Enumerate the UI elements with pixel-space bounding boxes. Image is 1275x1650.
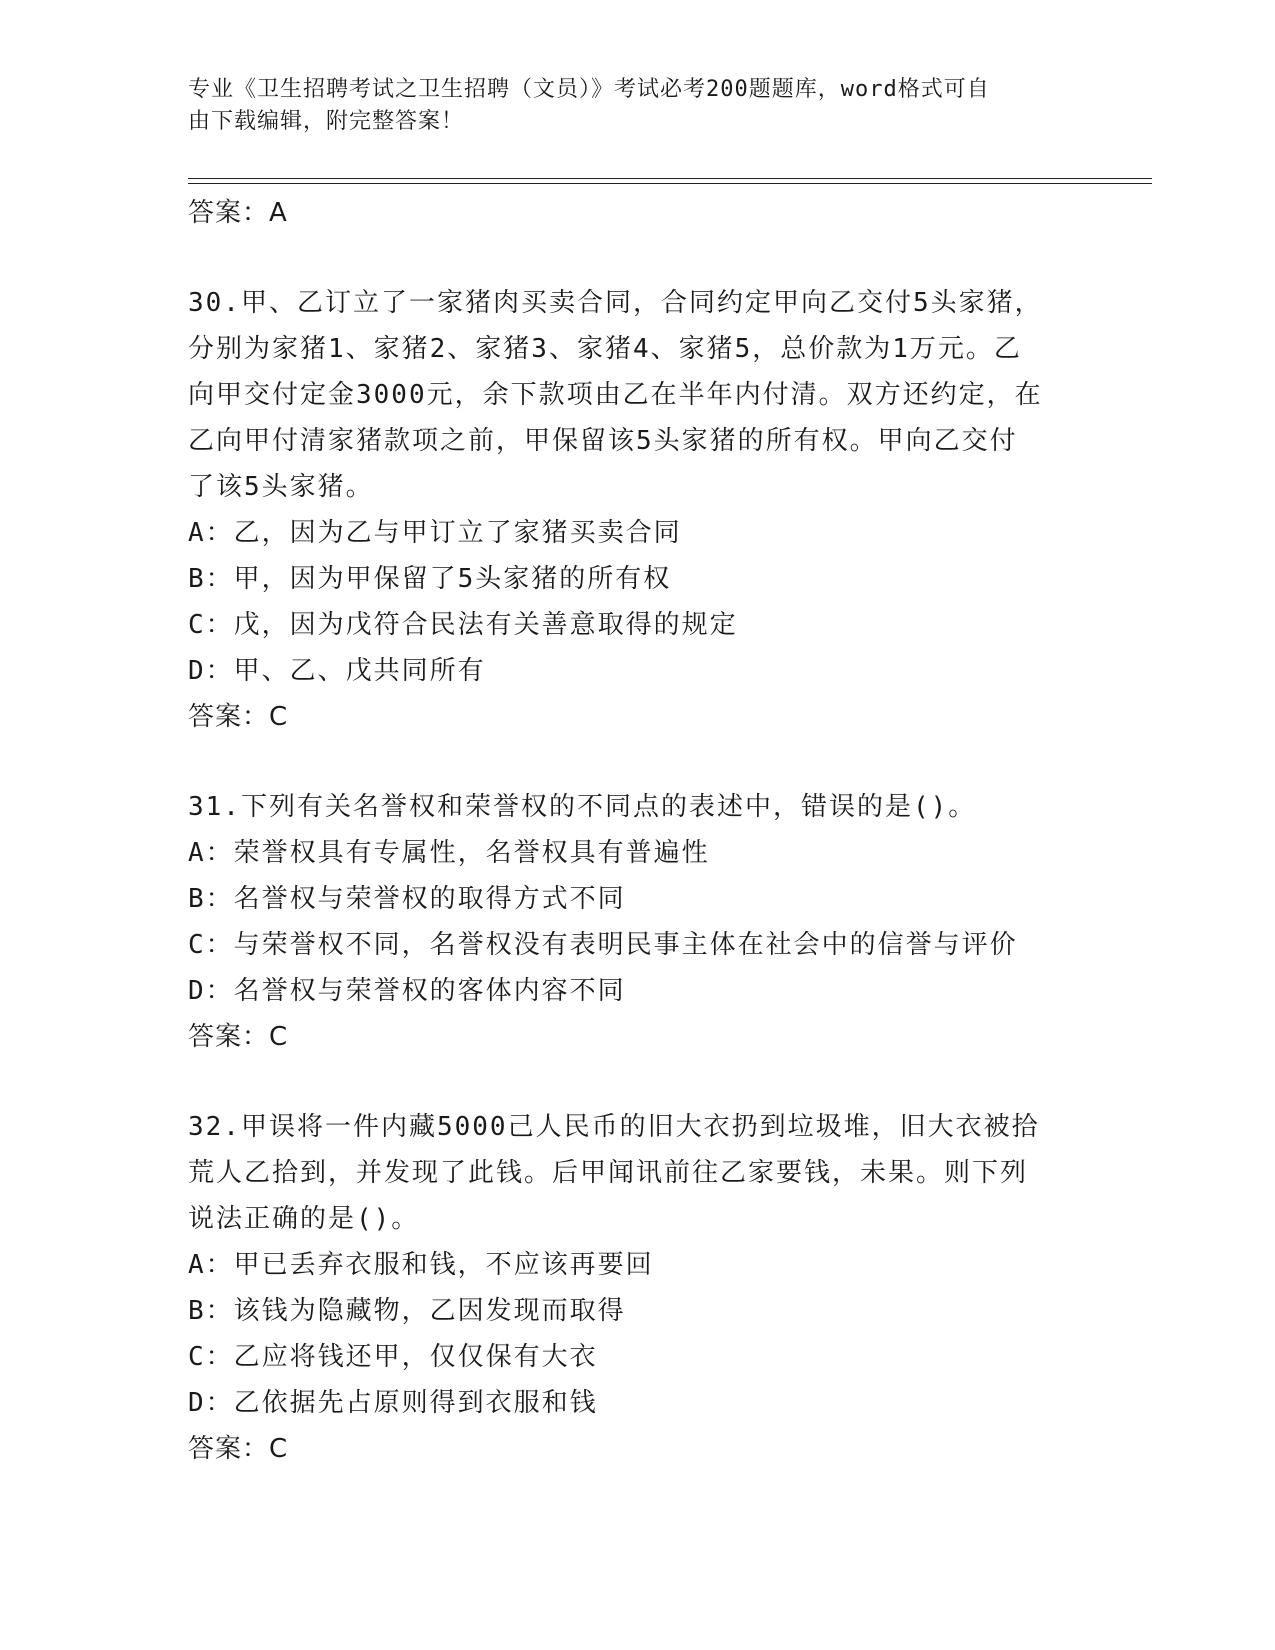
option-a: A：乙，因为乙与甲订立了家猪买卖合同 bbox=[188, 518, 682, 548]
question-text-line: 31.下列有关名誉权和荣誉权的不同点的表述中，错误的是()。 bbox=[188, 792, 977, 822]
option-d: D：名誉权与荣誉权的客体内容不同 bbox=[188, 976, 626, 1006]
option-d: D：甲、乙、戊共同所有 bbox=[188, 656, 486, 686]
question-text-line: 荒人乙拾到，并发现了此钱。后甲闻讯前往乙家要钱，未果。则下列 bbox=[188, 1158, 1029, 1188]
spacer bbox=[188, 236, 1088, 280]
option-c: C：与荣誉权不同，名誉权没有表明民事主体在社会中的信誉与评价 bbox=[188, 930, 1018, 960]
document-header bbox=[188, 74, 1068, 138]
question-text-line: 分别为家猪1、家猪2、家猪3、家猪4、家猪5，总价款为1万元。乙 bbox=[188, 334, 1022, 364]
spacer bbox=[188, 1060, 1088, 1104]
header-divider-bottom bbox=[188, 183, 1152, 184]
answer-30: 答案：C bbox=[188, 702, 289, 732]
question-30 bbox=[188, 280, 1088, 740]
answer-31: 答案：C bbox=[188, 1022, 289, 1052]
header-line-1: 专业《卫生招聘考试之卫生招聘（文员）》考试必考200题题库，word格式可自 bbox=[188, 77, 990, 102]
question-text-line: 向甲交付定金3000元，余下款项由乙在半年内付清。双方还约定，在 bbox=[188, 380, 1043, 410]
option-b: B：该钱为隐藏物，乙因发现而取得 bbox=[188, 1296, 626, 1326]
question-text-line: 说法正确的是()。 bbox=[188, 1204, 420, 1234]
option-c: C：乙应将钱还甲，仅仅保有大衣 bbox=[188, 1342, 598, 1372]
question-text-line: 32.甲误将一件内藏5000己人民币的旧大衣扔到垃圾堆，旧大衣被拾 bbox=[188, 1112, 1040, 1142]
answer-32: 答案：C bbox=[188, 1434, 289, 1464]
option-a: A：甲已丢弃衣服和钱，不应该再要回 bbox=[188, 1250, 654, 1280]
option-d: D：乙依据先占原则得到衣服和钱 bbox=[188, 1388, 598, 1418]
question-32 bbox=[188, 1104, 1088, 1472]
option-b: B：甲，因为甲保留了5头家猪的所有权 bbox=[188, 564, 672, 594]
option-b: B：名誉权与荣誉权的取得方式不同 bbox=[188, 884, 626, 914]
question-text-line: 了该5头家猪。 bbox=[188, 472, 374, 502]
header-divider-top bbox=[188, 178, 1152, 179]
option-c: C：戊，因为戊符合民法有关善意取得的规定 bbox=[188, 610, 738, 640]
previous-answer: 答案：A bbox=[188, 198, 288, 228]
option-a: A：荣誉权具有专属性，名誉权具有普遍性 bbox=[188, 838, 710, 868]
question-31 bbox=[188, 784, 1088, 1060]
header-line-2: 由下载编辑，附完整答案！ bbox=[188, 109, 465, 134]
spacer bbox=[188, 740, 1088, 784]
question-text-line: 30.甲、乙订立了一家猪肉买卖合同，合同约定甲向乙交付5头家猪， bbox=[188, 288, 1043, 318]
question-text-line: 乙向甲付清家猪款项之前，甲保留该5头家猪的所有权。甲向乙交付 bbox=[188, 426, 1018, 456]
question-list bbox=[188, 190, 1088, 1472]
